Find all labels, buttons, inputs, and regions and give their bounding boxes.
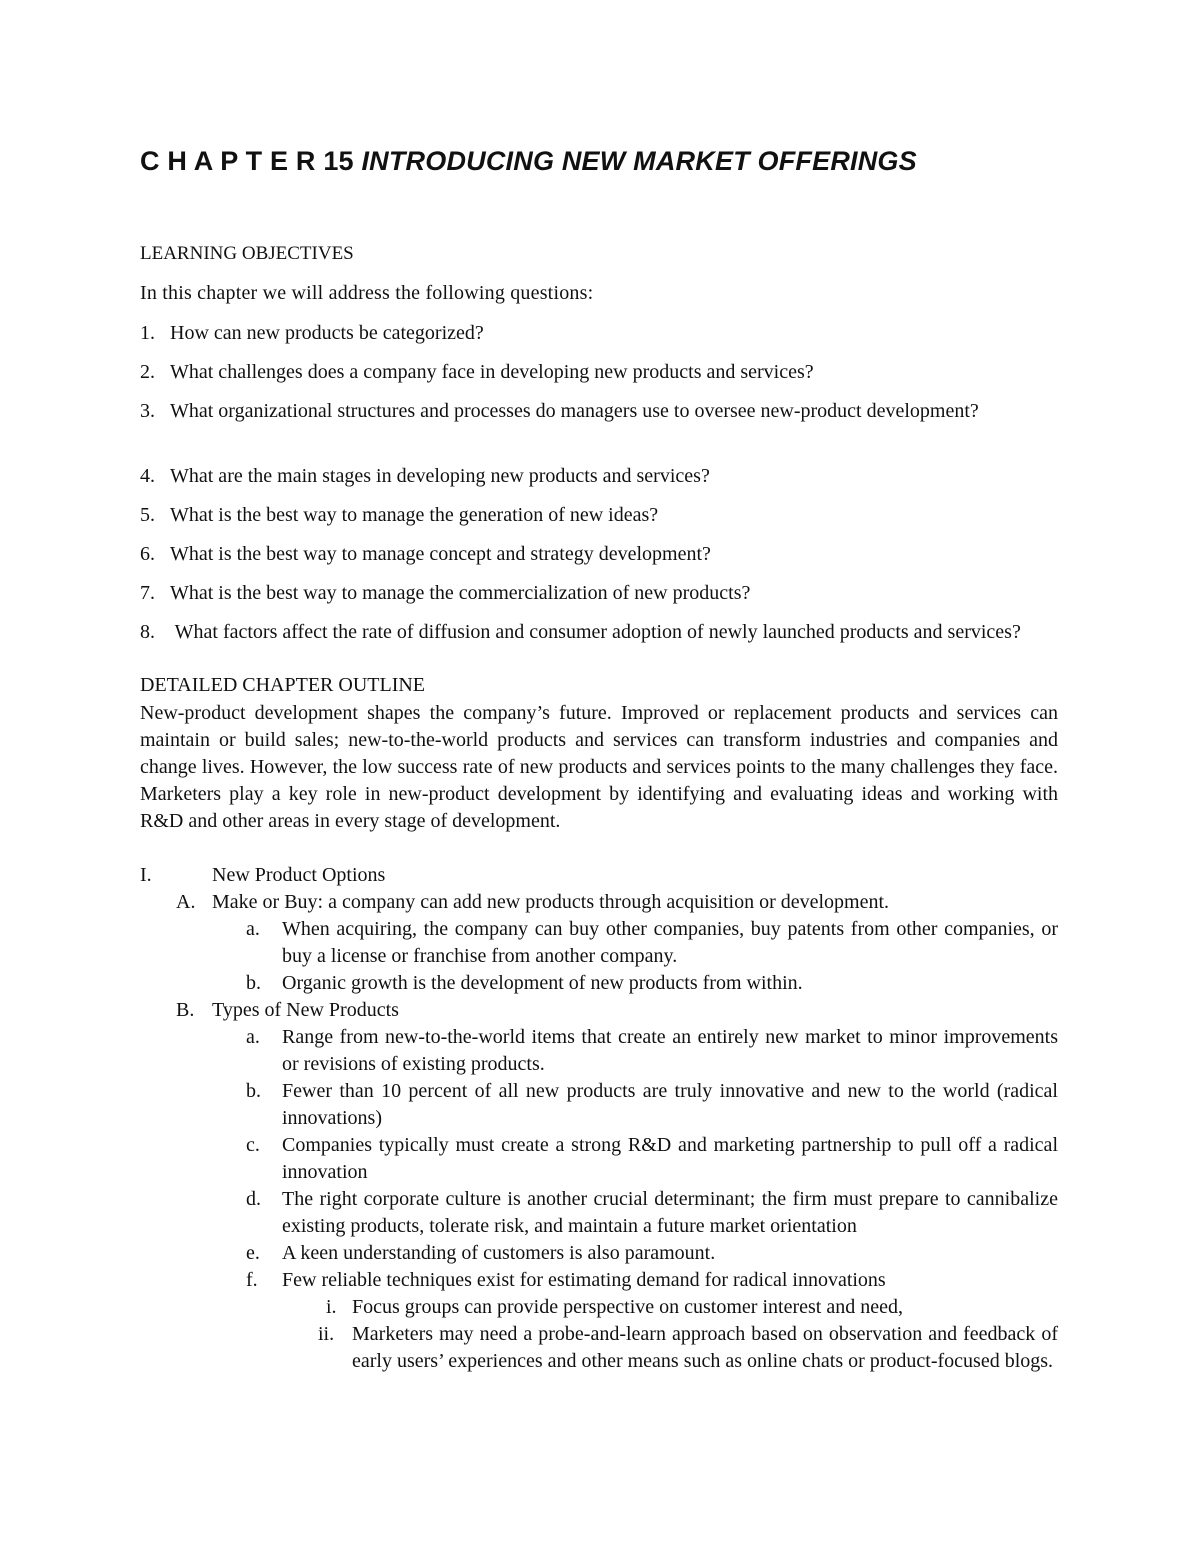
item-A-b-label: b. [246, 972, 261, 994]
item-B-f-text: Few reliable techniques exist for estimating demand for radical innovations [282, 1269, 886, 1291]
question-2: 2. What challenges does a company face in developing new products and services? [140, 361, 814, 383]
learning-objectives-heading: LEARNING OBJECTIVES [140, 243, 354, 264]
item-B-b-text: Fewer than 10 percent of all new products are truly innovative and new to the world (radical innovations) [282, 1080, 1058, 1129]
item-B-a-label: a. [246, 1026, 260, 1048]
item-B-c-text: Companies typically must create a strong R&D and marketing partnership to pull off a radical innovation [282, 1134, 1058, 1183]
question-6: 6. What is the best way to manage concept and strategy development? [140, 543, 711, 565]
item-A-a-label: a. [246, 918, 260, 940]
question-1: 1. How can new products be categorized? [140, 322, 484, 344]
question-8: 8. What factors affect the rate of diffusion and consumer adoption of newly launched products and services? [140, 621, 1021, 643]
item-B-d-label: d. [246, 1188, 261, 1210]
intro-line: In this chapter we will address the following questions: [140, 282, 594, 304]
item-A-b-text: Organic growth is the development of new products from within. [282, 972, 803, 994]
chapter-number: C H A P T E R 15 [140, 146, 362, 176]
item-A-label: A. [176, 891, 196, 913]
question-3: 3. What organizational structures and processes do managers use to oversee new-product development? [140, 400, 979, 422]
item-B-label: B. [176, 999, 195, 1021]
item-A-a-text: When acquiring, the company can buy other companies, buy patents from other companies, or buy a license or franchise from another company. [282, 918, 1058, 967]
section-title: New Product Options [212, 864, 386, 886]
chapter-title [140, 146, 917, 177]
item-B-d-text: The right corporate culture is another crucial determinant; the firm must prepare to cannibalize existing products, tolerate risk, and maintain a future market orientation [282, 1188, 1058, 1237]
item-A-text: Make or Buy: a company can add new products through acquisition or development. [212, 891, 890, 913]
item-B-f-i-text: Focus groups can provide perspective on customer interest and need, [352, 1296, 903, 1318]
item-B-f-ii-label: ii. [318, 1323, 335, 1345]
question-7: 7. What is the best way to manage the commercialization of new products? [140, 582, 751, 604]
item-B-e-text: A keen understanding of customers is also paramount. [282, 1242, 716, 1264]
question-5: 5. What is the best way to manage the generation of new ideas? [140, 504, 659, 526]
item-B-a-text: Range from new-to-the-world items that create an entirely new market to minor improvements or revisions of existing products. [282, 1026, 1058, 1075]
item-B-e-label: e. [246, 1242, 260, 1264]
question-4: 4. What are the main stages in developing new products and services? [140, 465, 710, 487]
item-B-f-label: f. [246, 1269, 258, 1291]
item-B-c-label: c. [246, 1134, 260, 1156]
outline-heading: DETAILED CHAPTER OUTLINE [140, 674, 426, 696]
item-B-b-label: b. [246, 1080, 261, 1102]
item-B-f-ii-text: Marketers may need a probe-and-learn approach based on observation and feedback of early users’ experiences and other means such as online chats or product-focused blogs. [352, 1323, 1058, 1372]
outline-paragraph: New-product development shapes the company’s future. Improved or replacement products and services can maintain or build sales; new-to-the-world products and services can transform industries and companies and change lives. However, the low success rate of new products and services points to the many challenges they face. Marketers play a key role in new-product development by identifying and evaluating ideas and working with R&D and other areas in every stage of development. [140, 702, 1058, 832]
section-number: I. [140, 864, 152, 886]
item-B-text: Types of New Products [212, 999, 399, 1021]
item-B-f-i-label: i. [326, 1296, 337, 1318]
chapter-name: INTRODUCING NEW MARKET OFFERINGS [361, 146, 917, 176]
